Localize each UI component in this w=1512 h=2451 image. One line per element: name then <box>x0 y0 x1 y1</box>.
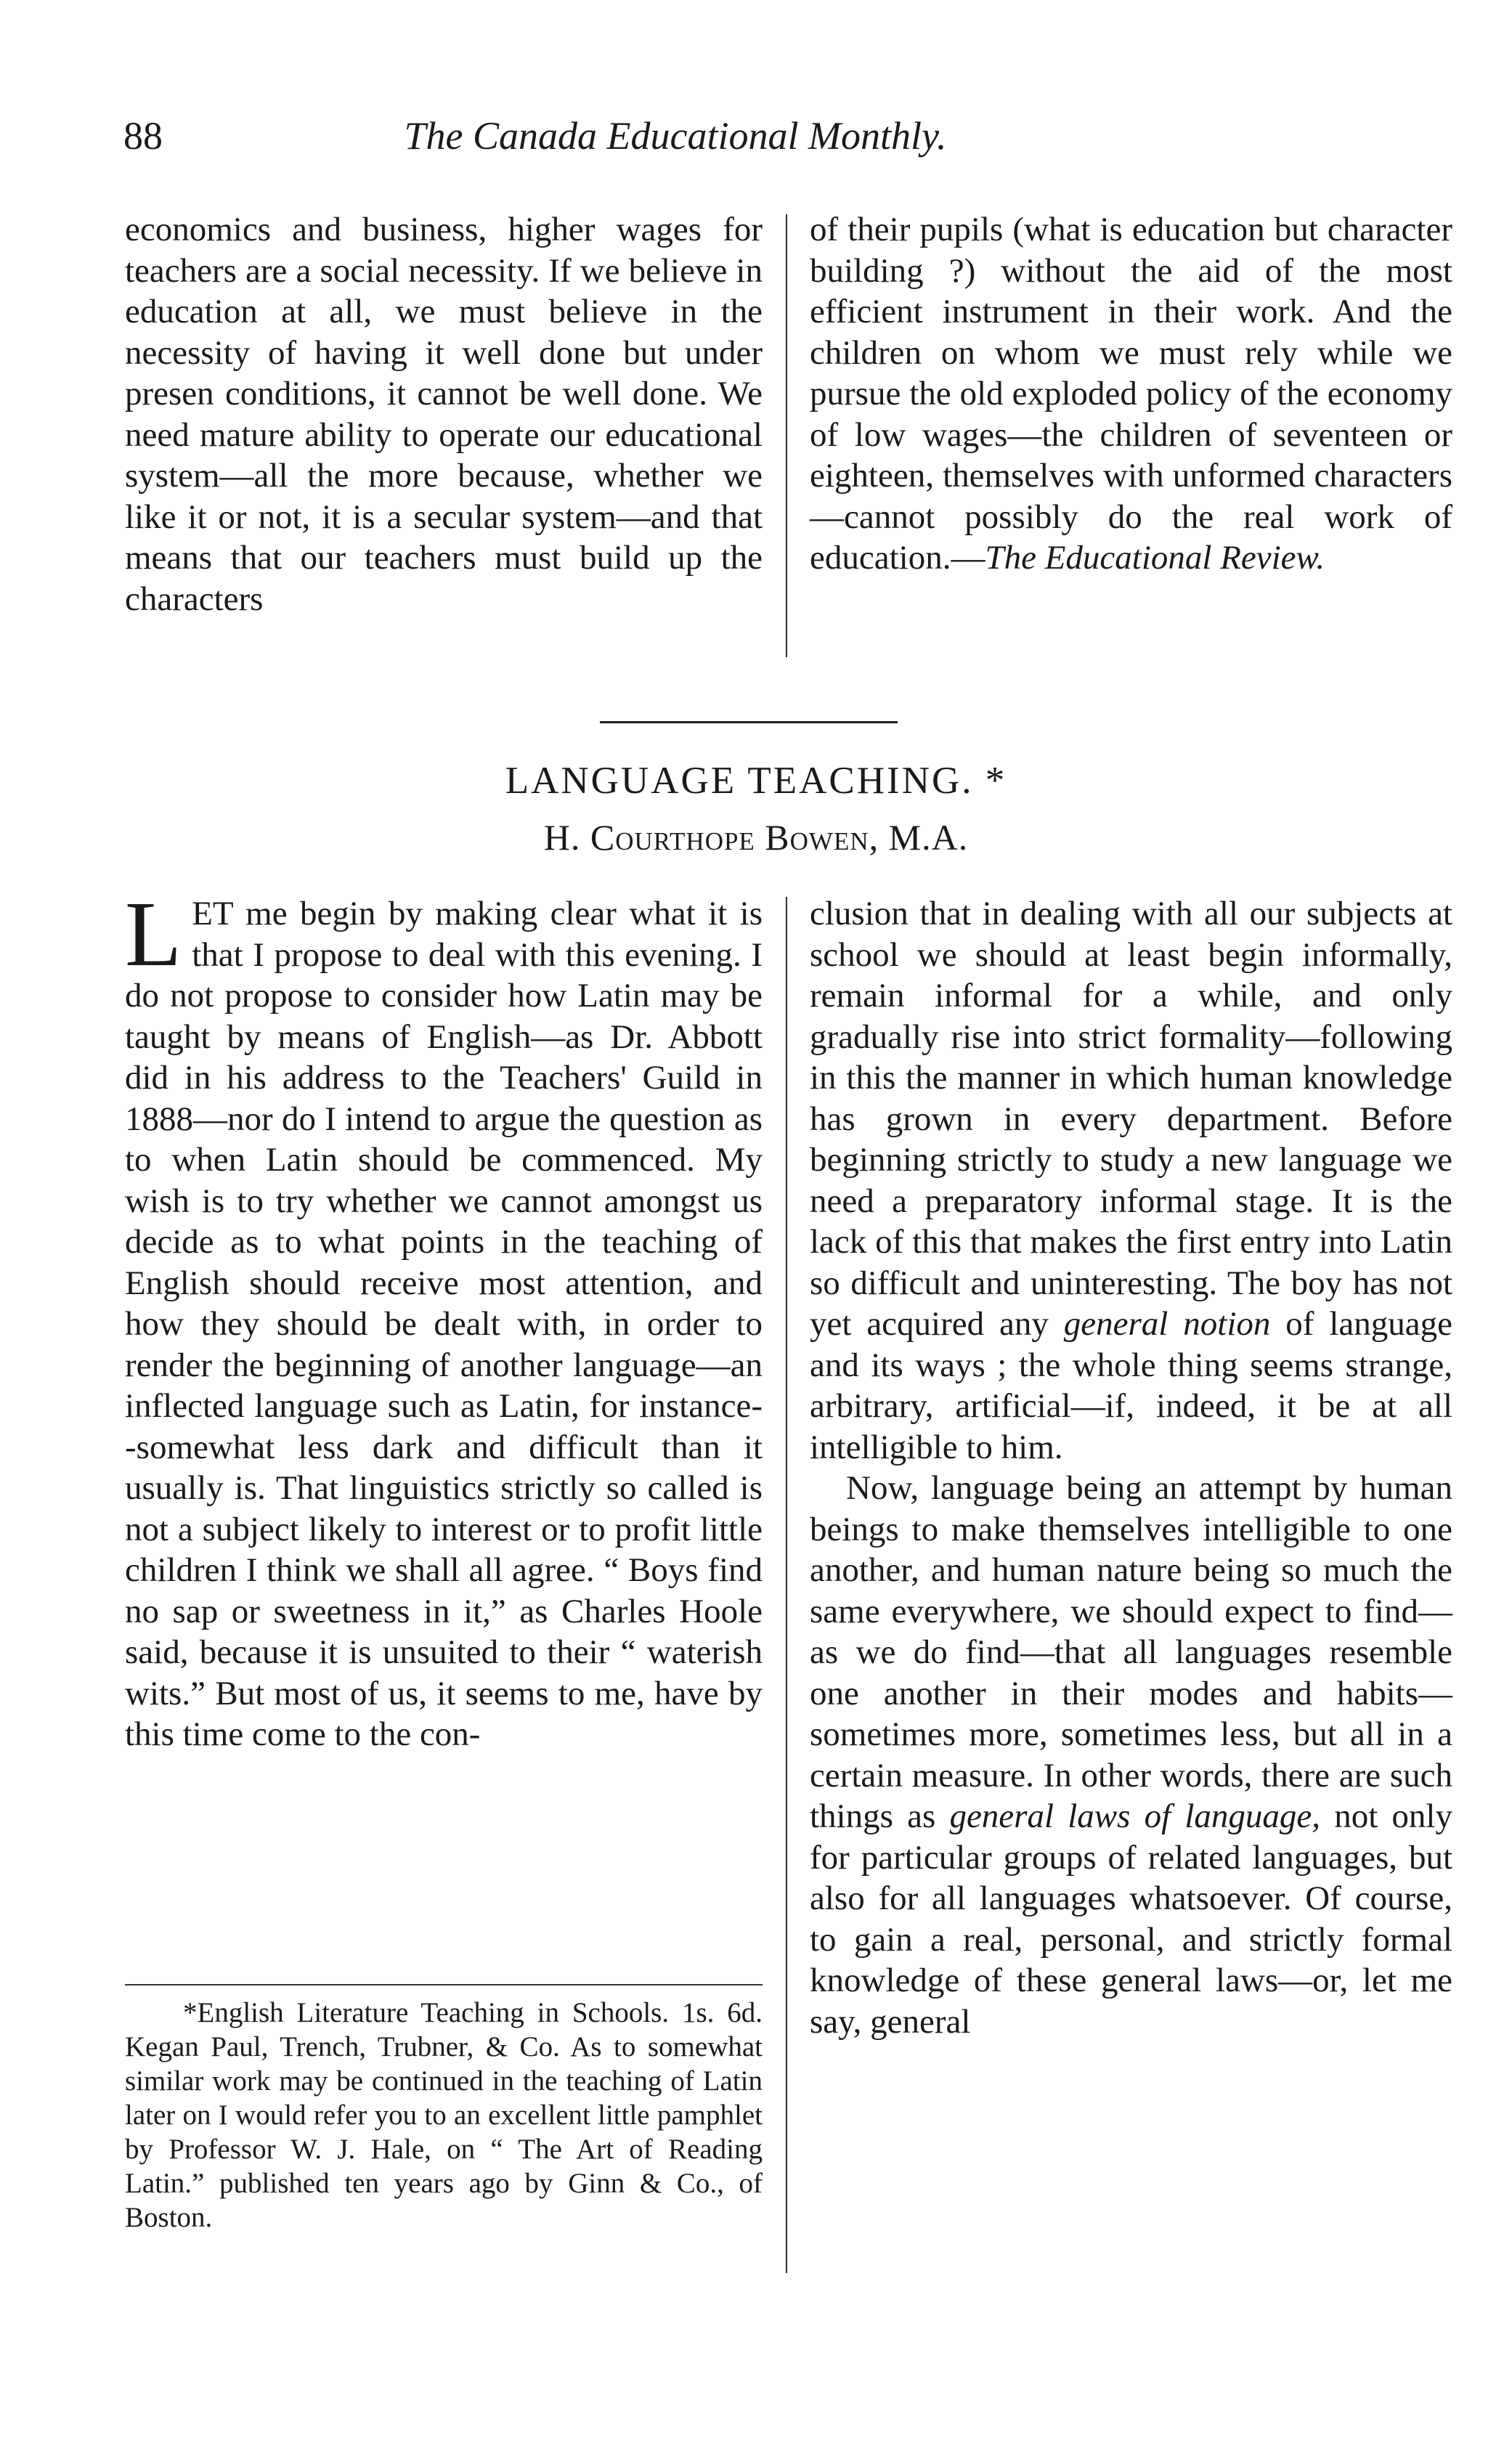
previous-article-text-left: economics and business, higher wages for teachers are a social necessity. If we believe in education at all, we must believe in the necessity of having it well done but under presen conditions, it cannot be well done. We need mature ability to operate our educational system—all the more because, whether we like it or not, it is a secular system—and that means that our teachers must build up the characters <box>125 211 763 618</box>
article-paragraph-1 <box>125 882 763 1755</box>
drop-cap: L <box>125 882 182 985</box>
footnote-text: *English Literature Teaching in Schools. 1s. 6d. Kegan Paul, Trench, Trubner, & Co. As to somewhat similar work may be continued in the teaching of Latin later on I would refer you to an excellent little pamphlet by Professor W. J. Hale, on “ The Art of Reading Latin.” published ten years ago by Ginn & Co., of Boston. <box>125 1997 763 2233</box>
journal-title: The Canada Educational Monthly. <box>404 114 947 158</box>
article-author: H. Courthope Bowen, M.A. <box>543 817 969 858</box>
article-title: LANGUAGE TEACHING. * <box>505 760 1007 802</box>
section-divider <box>600 721 898 723</box>
column-rule-top <box>786 214 787 657</box>
column-rule-bottom <box>786 897 787 2273</box>
article-right-column <box>810 893 1452 2042</box>
article-paragraph-1-continued <box>810 893 1452 1468</box>
article-paragraph-1-continued-a: clusion that in dealing with all our subjects at school we should at least begin informally, remain informal for a while, and only gradually rise into strict formality—following in this the manner in which human knowledge has grown in every department. Before beginning strictly to study a new language we need a preparatory informal stage. It is the lack of this that makes the first entry into Latin so difficult and uninteresting. The boy has not yet acquired any <box>810 895 1452 1343</box>
previous-article-left-column <box>125 209 763 619</box>
footnote <box>125 1996 763 2235</box>
article-paragraph-2-b: not only for particular groups of related languages, but also for all languages whatsoever. Of course, to gain a real, personal, and strictly formal knowledge of these general laws—or, let me say, general <box>810 1797 1452 2041</box>
previous-article-source: The Educational Review. <box>985 539 1325 577</box>
article-paragraph-1-text: ET me begin by making clear what it is that I propose to deal with this evening. I do not propose to consider how Latin may be taught by means of English—as Dr. Abbott did in his address to the Teachers' Guild in 1888—nor do I intend to argue the question as to when Latin should be commenced. My wish is to try whether we cannot amongst us decide as to what points in the teaching of English should receive most attention, and how they should be dealt with, in order to render the beginning of another language—an inflected language such as Latin, for instance--somewhat less dark and difficult than it usually is. That linguistics strictly so called is not a subject likely to interest or to profit little children I think we shall all agree. “ Boys find no sap or sweetness in it,” as Charles Hoole said, because it is unsuited to their “ waterish wits.” But most of us, it seems to me, have by this time come to the con- <box>125 895 763 1753</box>
page-number: 88 <box>123 114 163 158</box>
previous-article-text-right-body: of their pupils (what is education but character building ?) without the aid of the most efficient instrument in their work. And the children on whom we must rely while we pursue the old exploded policy of the economy of low wages—the children of seventeen or eighteen, themselves with unformed characters—cannot possibly do the real work of education.— <box>810 211 1452 577</box>
footnote-rule <box>125 1984 763 1985</box>
previous-article-right-column <box>810 209 1452 579</box>
article-paragraph-2-a: Now, language being an attempt by human beings to make themselves intelligible to one another, and human nature being so much the same everywhere, we should expect to find—as we do find—that all languages resemble one another in their modes and habits—sometimes more, sometimes less, but all in a certain measure. In other words, there are such things as <box>810 1469 1452 1835</box>
article-paragraph-2 <box>810 1468 1452 2042</box>
article-paragraph-1-continued-b: of language and its ways ; the whole thing seems strange, arbitrary, artificial—if, indeed, it be at all intelligible to him. <box>810 1305 1452 1466</box>
running-head <box>123 110 1184 161</box>
article-paragraph-2-emphasis: general laws of language, <box>949 1797 1320 1835</box>
article-paragraph-1-emphasis: general notion <box>1063 1305 1271 1343</box>
previous-article-text-right <box>810 209 1452 579</box>
article-left-column <box>125 882 763 1755</box>
